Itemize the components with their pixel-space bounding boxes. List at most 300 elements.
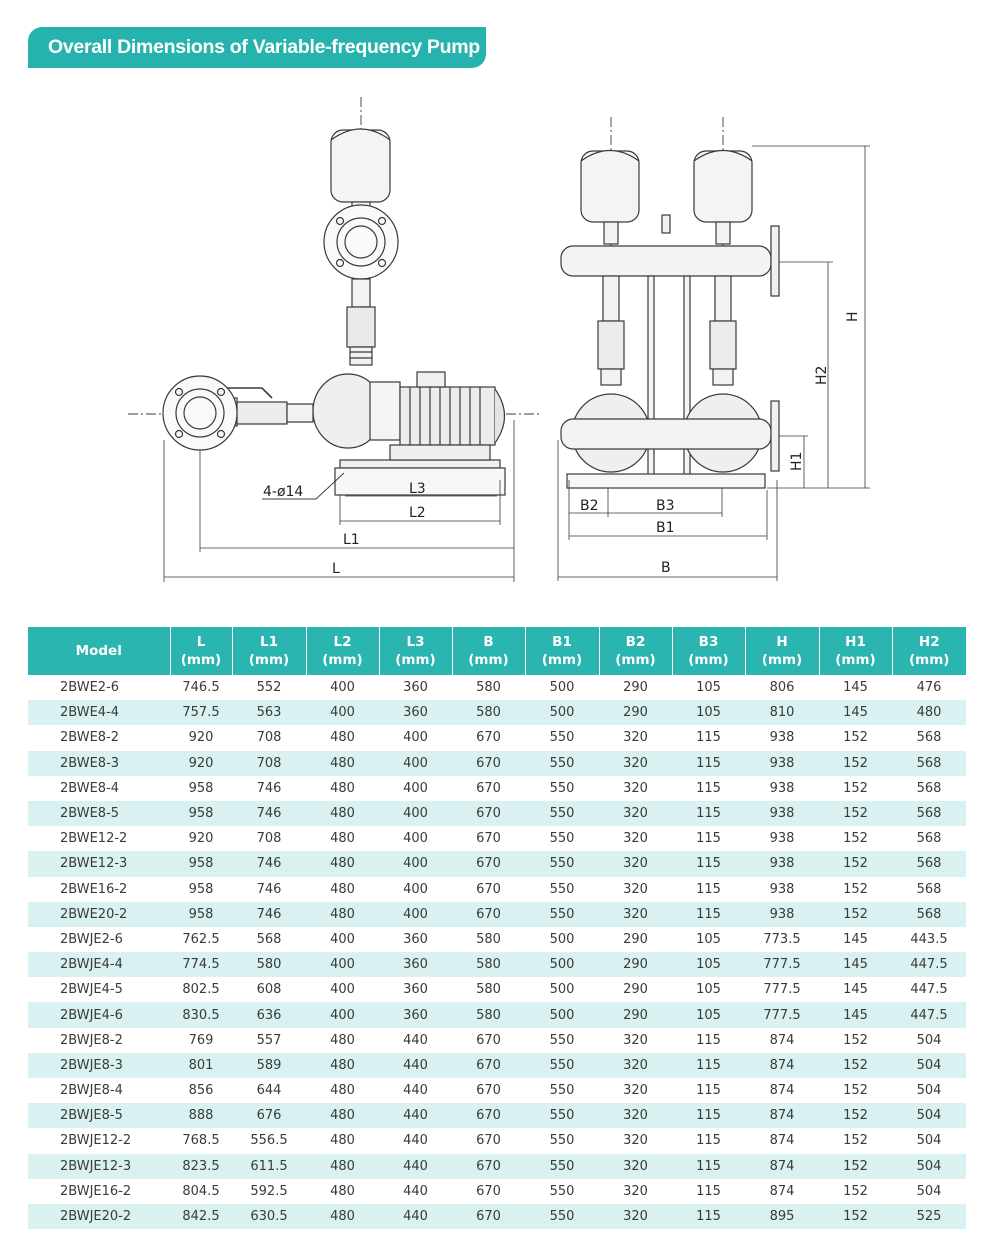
- value-cell: 568: [916, 831, 942, 847]
- value-cell: 670: [452, 1154, 525, 1179]
- dim-label-b2: B2: [580, 498, 599, 514]
- value-cell: 611.5: [232, 1154, 306, 1179]
- model-cell: 2BWE20-2: [28, 902, 170, 927]
- value-cell: 152: [843, 780, 868, 796]
- dim-label-l1: L1: [343, 532, 360, 548]
- value-cell: 400: [379, 751, 452, 776]
- header-b2: B2 (mm): [599, 627, 672, 675]
- value-cell: 440: [403, 1032, 428, 1048]
- front-view: [558, 117, 870, 581]
- value-cell: 145: [843, 680, 868, 696]
- model-cell: 2BWJE4-5: [60, 982, 123, 998]
- value-cell: 550: [549, 1183, 575, 1199]
- value-cell: 830.5: [170, 1002, 232, 1027]
- side-view: [128, 97, 540, 582]
- value-cell: 888: [170, 1103, 232, 1128]
- value-cell: 592.5: [250, 1183, 288, 1199]
- value-cell: 480: [330, 1133, 355, 1149]
- value-cell: 550: [525, 1053, 599, 1078]
- value-cell: 746: [232, 902, 306, 927]
- value-cell: 500: [549, 680, 575, 696]
- value-cell: 856: [188, 1083, 214, 1099]
- value-cell: 152: [843, 730, 868, 746]
- value-cell: 480: [306, 1204, 379, 1229]
- value-cell: 874: [769, 1183, 795, 1199]
- value-cell: 874: [745, 1154, 819, 1179]
- value-cell: 874: [745, 1103, 819, 1128]
- value-cell: 440: [403, 1133, 428, 1149]
- value-cell: 708: [256, 831, 282, 847]
- value-cell: 400: [306, 1002, 379, 1027]
- value-cell: 938: [745, 801, 819, 826]
- value-cell: 105: [696, 982, 721, 998]
- value-cell: 105: [696, 680, 721, 696]
- value-cell: 958: [188, 881, 214, 897]
- value-cell: 938: [745, 751, 819, 776]
- value-cell: 636: [232, 1002, 306, 1027]
- value-cell: 580: [232, 952, 306, 977]
- value-cell: 958: [170, 851, 232, 876]
- value-cell: 152: [819, 801, 892, 826]
- value-cell: 504: [916, 1183, 942, 1199]
- value-cell: 290: [599, 700, 672, 725]
- value-cell: 676: [232, 1103, 306, 1128]
- value-cell: 145: [819, 952, 892, 977]
- header-h1: H1 (mm): [819, 627, 892, 675]
- value-cell: 802.5: [182, 982, 220, 998]
- value-cell: 568: [256, 931, 282, 947]
- value-cell: 550: [525, 1103, 599, 1128]
- value-cell: 938: [769, 780, 795, 796]
- value-cell: 958: [170, 801, 232, 826]
- dim-label-l3: L3: [409, 481, 426, 497]
- value-cell: 670: [452, 1204, 525, 1229]
- model-cell: 2BWE12-3: [28, 851, 170, 876]
- value-cell: 670: [476, 730, 501, 746]
- value-cell: 400: [330, 982, 355, 998]
- header-l3: L3 (mm): [379, 627, 452, 675]
- value-cell: 320: [599, 1204, 672, 1229]
- model-cell: 2BWJE4-6: [28, 1002, 170, 1027]
- value-cell: 115: [672, 1154, 745, 1179]
- model-cell: 2BWJE12-3: [28, 1154, 170, 1179]
- header-h: H (mm): [745, 627, 819, 675]
- model-cell: 2BWE8-5: [28, 801, 170, 826]
- value-cell: 400: [306, 700, 379, 725]
- value-cell: 550: [549, 730, 575, 746]
- model-cell: 2BWE8-2: [60, 730, 120, 746]
- value-cell: 504: [892, 1103, 966, 1128]
- table-row: [28, 977, 966, 1002]
- header-b3: B3 (mm): [672, 627, 745, 675]
- value-cell: 115: [696, 831, 721, 847]
- value-cell: 958: [188, 780, 214, 796]
- value-cell: 105: [672, 700, 745, 725]
- value-cell: 874: [769, 1133, 795, 1149]
- value-cell: 115: [672, 1053, 745, 1078]
- value-cell: 938: [769, 881, 795, 897]
- value-cell: 360: [403, 931, 428, 947]
- value-cell: 152: [843, 1083, 868, 1099]
- model-cell: 2BWE12-2: [60, 831, 128, 847]
- value-cell: 920: [188, 730, 214, 746]
- value-cell: 476: [916, 680, 942, 696]
- value-cell: 580: [476, 680, 501, 696]
- value-cell: 447.5: [892, 952, 966, 977]
- value-cell: 320: [599, 1103, 672, 1128]
- value-cell: 320: [623, 730, 648, 746]
- header-b: B (mm): [452, 627, 525, 675]
- table-row: [28, 952, 966, 977]
- value-cell: 290: [599, 1002, 672, 1027]
- value-cell: 746.5: [182, 680, 220, 696]
- value-cell: 769: [188, 1032, 214, 1048]
- table-row: [28, 1154, 966, 1179]
- table-row: [28, 1002, 966, 1027]
- value-cell: 360: [379, 700, 452, 725]
- value-cell: 670: [452, 902, 525, 927]
- table-row: [28, 1078, 966, 1103]
- value-cell: 670: [476, 881, 501, 897]
- value-cell: 580: [476, 931, 501, 947]
- value-cell: 145: [843, 982, 868, 998]
- model-cell: 2BWE4-4: [28, 700, 170, 725]
- header-b1: B1 (mm): [525, 627, 599, 675]
- header-model: Model: [28, 627, 170, 675]
- value-cell: 360: [379, 1002, 452, 1027]
- dim-label-l2: L2: [409, 505, 426, 521]
- value-cell: 320: [623, 1032, 648, 1048]
- value-cell: 746: [232, 801, 306, 826]
- value-cell: 105: [672, 1002, 745, 1027]
- value-cell: 152: [843, 831, 868, 847]
- model-cell: 2BWJE2-6: [60, 931, 123, 947]
- table-row: [28, 1179, 966, 1204]
- value-cell: 152: [819, 1204, 892, 1229]
- dim-label-h1: H1: [789, 451, 805, 471]
- value-cell: 320: [623, 1183, 648, 1199]
- value-cell: 504: [892, 1154, 966, 1179]
- value-cell: 400: [379, 851, 452, 876]
- model-cell: 2BWE2-6: [60, 680, 120, 696]
- table-row: [28, 1053, 966, 1078]
- value-cell: 500: [525, 1002, 599, 1027]
- value-cell: 480: [306, 1103, 379, 1128]
- value-cell: 552: [256, 680, 282, 696]
- value-cell: 746: [256, 780, 282, 796]
- dim-label-h2: H2: [814, 365, 830, 385]
- value-cell: 400: [403, 780, 428, 796]
- value-cell: 480: [330, 1183, 355, 1199]
- value-cell: 115: [672, 1103, 745, 1128]
- value-cell: 440: [403, 1183, 428, 1199]
- table-row: [28, 902, 966, 927]
- value-cell: 550: [525, 902, 599, 927]
- value-cell: 152: [819, 1103, 892, 1128]
- value-cell: 580: [452, 700, 525, 725]
- value-cell: 360: [379, 952, 452, 977]
- value-cell: 670: [476, 780, 501, 796]
- value-cell: 115: [672, 751, 745, 776]
- value-cell: 115: [696, 730, 721, 746]
- value-cell: 670: [476, 1083, 501, 1099]
- value-cell: 563: [232, 700, 306, 725]
- value-cell: 480: [330, 730, 355, 746]
- value-cell: 320: [599, 751, 672, 776]
- value-cell: 670: [476, 1183, 501, 1199]
- value-cell: 400: [330, 931, 355, 947]
- value-cell: 777.5: [763, 982, 801, 998]
- value-cell: 115: [672, 1204, 745, 1229]
- value-cell: 152: [843, 881, 868, 897]
- value-cell: 708: [256, 730, 282, 746]
- value-cell: 480: [330, 1032, 355, 1048]
- value-cell: 757.5: [170, 700, 232, 725]
- header-l2: L2 (mm): [306, 627, 379, 675]
- value-cell: 589: [232, 1053, 306, 1078]
- page-title: Overall Dimensions of Variable-frequency Pump: [28, 27, 486, 68]
- value-cell: 670: [452, 801, 525, 826]
- dim-label-l: L: [332, 561, 340, 577]
- value-cell: 568: [892, 851, 966, 876]
- value-cell: 115: [696, 780, 721, 796]
- value-cell: 670: [476, 1133, 501, 1149]
- value-cell: 504: [916, 1133, 942, 1149]
- table-row: [28, 877, 966, 902]
- value-cell: 152: [843, 1183, 868, 1199]
- value-cell: 320: [599, 1053, 672, 1078]
- value-cell: 400: [379, 902, 452, 927]
- value-cell: 550: [525, 801, 599, 826]
- value-cell: 762.5: [182, 931, 220, 947]
- value-cell: 290: [599, 952, 672, 977]
- value-cell: 874: [769, 1032, 795, 1048]
- table-row: [28, 851, 966, 876]
- dimension-table: [28, 627, 966, 1229]
- value-cell: 504: [916, 1032, 942, 1048]
- value-cell: 810: [745, 700, 819, 725]
- model-cell: 2BWJE20-2: [28, 1204, 170, 1229]
- value-cell: 550: [525, 851, 599, 876]
- value-cell: 480: [306, 1154, 379, 1179]
- value-cell: 580: [452, 1002, 525, 1027]
- value-cell: 152: [819, 851, 892, 876]
- value-cell: 115: [696, 1183, 721, 1199]
- value-cell: 320: [599, 801, 672, 826]
- value-cell: 320: [599, 902, 672, 927]
- value-cell: 746: [232, 851, 306, 876]
- value-cell: 500: [525, 952, 599, 977]
- value-cell: 938: [769, 730, 795, 746]
- value-cell: 440: [379, 1103, 452, 1128]
- value-cell: 105: [696, 931, 721, 947]
- value-cell: 670: [452, 851, 525, 876]
- value-cell: 480: [306, 851, 379, 876]
- dim-label-b1: B1: [656, 520, 675, 536]
- value-cell: 480: [306, 801, 379, 826]
- value-cell: 938: [745, 851, 819, 876]
- value-cell: 152: [819, 902, 892, 927]
- value-cell: 360: [403, 982, 428, 998]
- model-cell: 2BWJE12-2: [60, 1133, 132, 1149]
- value-cell: 440: [403, 1083, 428, 1099]
- value-cell: 938: [745, 902, 819, 927]
- value-cell: 568: [892, 751, 966, 776]
- dim-label-b3: B3: [656, 498, 675, 514]
- table-row: [28, 1128, 966, 1153]
- value-cell: 568: [916, 780, 942, 796]
- value-cell: 746: [256, 881, 282, 897]
- value-cell: 152: [819, 751, 892, 776]
- value-cell: 440: [379, 1154, 452, 1179]
- header-l1: L1 (mm): [232, 627, 306, 675]
- value-cell: 152: [819, 1154, 892, 1179]
- dim-label-holes: 4-ø14: [263, 484, 304, 500]
- value-cell: 500: [549, 982, 575, 998]
- value-cell: 550: [549, 1032, 575, 1048]
- value-cell: 152: [843, 1133, 868, 1149]
- value-cell: 504: [892, 1053, 966, 1078]
- model-cell: 2BWJE8-2: [60, 1032, 123, 1048]
- value-cell: 400: [403, 730, 428, 746]
- value-cell: 774.5: [170, 952, 232, 977]
- value-cell: 480: [330, 1083, 355, 1099]
- value-cell: 670: [476, 1032, 501, 1048]
- value-cell: 152: [819, 1053, 892, 1078]
- value-cell: 557: [256, 1032, 282, 1048]
- value-cell: 400: [403, 881, 428, 897]
- value-cell: 670: [476, 831, 501, 847]
- table-row: [28, 776, 966, 801]
- value-cell: 568: [916, 881, 942, 897]
- value-cell: 500: [549, 931, 575, 947]
- value-cell: 115: [672, 902, 745, 927]
- value-cell: 806: [769, 680, 795, 696]
- value-cell: 320: [623, 1133, 648, 1149]
- value-cell: 480: [330, 881, 355, 897]
- model-cell: 2BWE16-2: [60, 881, 128, 897]
- value-cell: 320: [599, 851, 672, 876]
- value-cell: 360: [403, 680, 428, 696]
- table-row: [28, 675, 966, 700]
- table-row: [28, 751, 966, 776]
- value-cell: 525: [892, 1204, 966, 1229]
- value-cell: 480: [330, 831, 355, 847]
- table-body: [28, 675, 966, 1229]
- value-cell: 320: [599, 1154, 672, 1179]
- value-cell: 550: [525, 751, 599, 776]
- value-cell: 768.5: [182, 1133, 220, 1149]
- header-h2: H2 (mm): [892, 627, 966, 675]
- value-cell: 504: [916, 1083, 942, 1099]
- dimension-drawing: [0, 88, 1000, 598]
- value-cell: 550: [549, 831, 575, 847]
- value-cell: 290: [623, 982, 648, 998]
- model-cell: 2BWJE4-4: [28, 952, 170, 977]
- value-cell: 874: [745, 1053, 819, 1078]
- value-cell: 145: [843, 931, 868, 947]
- value-cell: 440: [379, 1053, 452, 1078]
- value-cell: 550: [525, 1154, 599, 1179]
- table-row: [28, 801, 966, 826]
- dim-label-h: H: [845, 311, 861, 322]
- value-cell: 550: [549, 881, 575, 897]
- model-cell: 2BWJE8-4: [60, 1083, 123, 1099]
- value-cell: 320: [623, 831, 648, 847]
- model-cell: 2BWE8-4: [60, 780, 120, 796]
- table-row: [28, 700, 966, 725]
- value-cell: 320: [623, 780, 648, 796]
- value-cell: 115: [696, 1133, 721, 1149]
- value-cell: 630.5: [232, 1204, 306, 1229]
- value-cell: 443.5: [910, 931, 948, 947]
- value-cell: 400: [403, 831, 428, 847]
- value-cell: 550: [525, 1204, 599, 1229]
- model-cell: 2BWJE8-3: [28, 1053, 170, 1078]
- value-cell: 938: [769, 831, 795, 847]
- value-cell: 777.5: [745, 952, 819, 977]
- value-cell: 145: [819, 700, 892, 725]
- table-row: [28, 826, 966, 851]
- value-cell: 568: [892, 902, 966, 927]
- value-cell: 400: [330, 680, 355, 696]
- value-cell: 500: [525, 700, 599, 725]
- value-cell: 290: [623, 931, 648, 947]
- model-cell: 2BWJE8-5: [28, 1103, 170, 1128]
- value-cell: 480: [330, 780, 355, 796]
- value-cell: 115: [672, 851, 745, 876]
- value-cell: 105: [672, 952, 745, 977]
- value-cell: 804.5: [182, 1183, 220, 1199]
- value-cell: 874: [769, 1083, 795, 1099]
- value-cell: 920: [188, 831, 214, 847]
- value-cell: 550: [549, 1133, 575, 1149]
- value-cell: 115: [696, 1032, 721, 1048]
- value-cell: 480: [892, 700, 966, 725]
- table-row: [28, 725, 966, 750]
- value-cell: 320: [623, 881, 648, 897]
- value-cell: 644: [256, 1083, 282, 1099]
- model-cell: 2BWE8-3: [28, 751, 170, 776]
- value-cell: 480: [306, 902, 379, 927]
- value-cell: 115: [672, 801, 745, 826]
- value-cell: 568: [892, 801, 966, 826]
- table-row: [28, 927, 966, 952]
- value-cell: 580: [452, 952, 525, 977]
- value-cell: 708: [232, 751, 306, 776]
- value-cell: 115: [696, 881, 721, 897]
- value-cell: 580: [476, 982, 501, 998]
- table-row: [28, 1103, 966, 1128]
- dim-label-b: B: [661, 560, 671, 576]
- value-cell: 556.5: [250, 1133, 288, 1149]
- table-row: [28, 1028, 966, 1053]
- value-cell: 480: [306, 1053, 379, 1078]
- value-cell: 320: [623, 1083, 648, 1099]
- value-cell: 608: [256, 982, 282, 998]
- value-cell: 440: [379, 1204, 452, 1229]
- value-cell: 152: [843, 1032, 868, 1048]
- value-cell: 290: [623, 680, 648, 696]
- header-l: L (mm): [170, 627, 232, 675]
- value-cell: 777.5: [745, 1002, 819, 1027]
- value-cell: 958: [170, 902, 232, 927]
- value-cell: 670: [452, 751, 525, 776]
- table-row: [28, 1204, 966, 1229]
- value-cell: 773.5: [763, 931, 801, 947]
- value-cell: 400: [306, 952, 379, 977]
- value-cell: 670: [452, 1053, 525, 1078]
